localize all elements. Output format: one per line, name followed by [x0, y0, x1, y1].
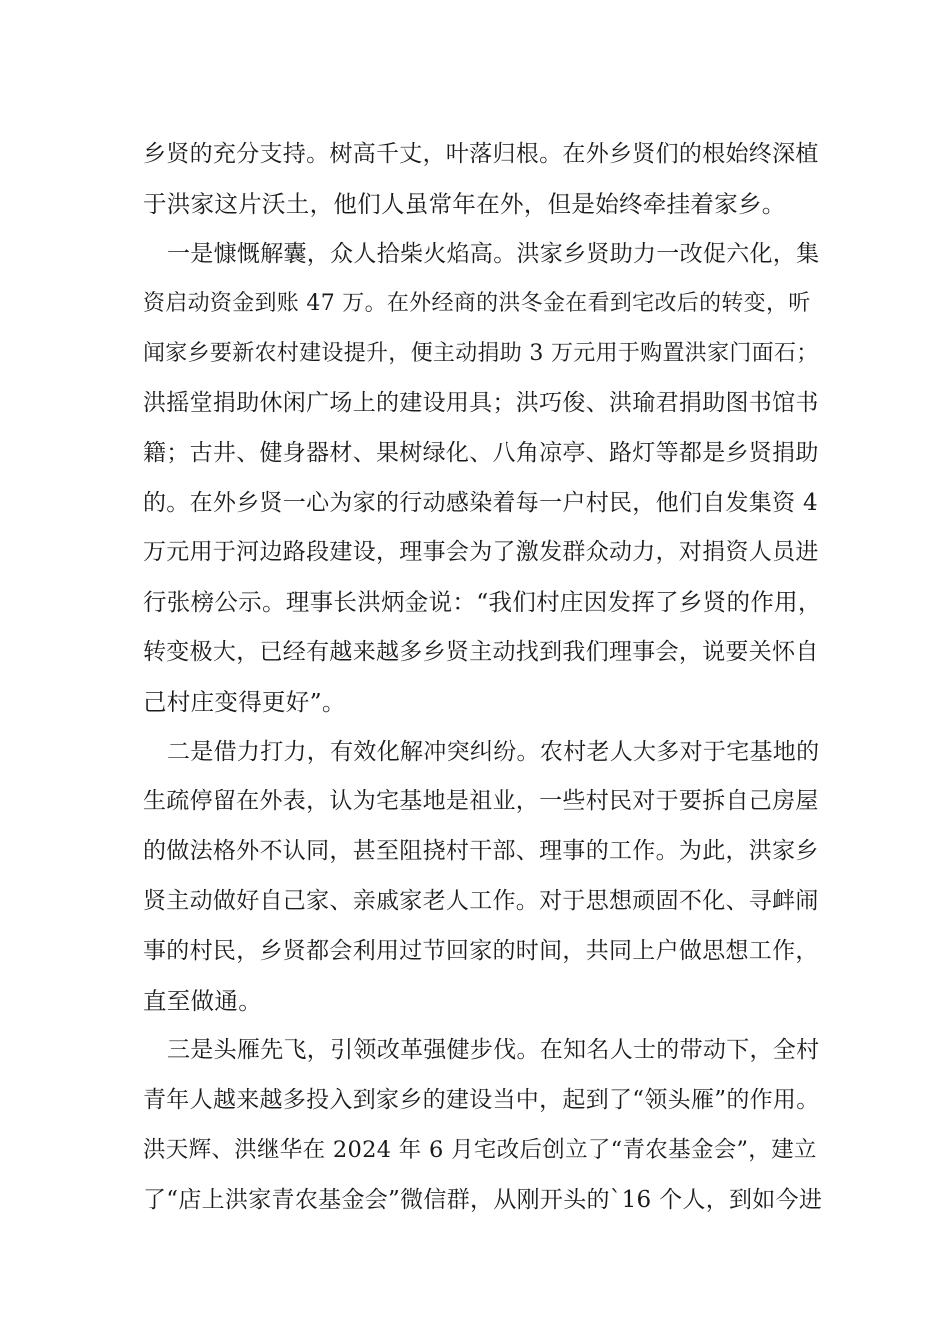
text-line: 洪天辉、洪继华在 2024 年 6 月宅改后创立了“青农基金会”，建立 [143, 1136, 817, 1163]
text-line: 生疏停留在外表，认为宅基地是祖业，一些村民对于要拆自己房屋 [143, 788, 819, 815]
text-line: 了“店上洪家青农基金会”微信群，从刚开头的`16 个人，到如今进 [143, 1186, 823, 1213]
text-line: 的。在外乡贤一心为家的行动感染着每一户村民，他们自发集资 4 [143, 489, 818, 516]
text-line: 行张榜公示。理事长洪炳金说：“我们村庄因发挥了乡贤的作用， [143, 588, 822, 617]
paragraph-first-line: 二是借力打力，有效化解冲突纠纷。农村老人大多对于宅基地的 [167, 738, 820, 765]
text-line: 转变极大，已经有越来越多乡贤主动找到我们理事会，说要关怀自 [143, 638, 819, 665]
document-body [143, 130, 823, 1226]
text-line: 的做法格外不认同，甚至阻挠村干部、理事的工作。为此，洪家乡 [143, 838, 819, 865]
paragraph-first-line: 三是头雁先飞，引领改革强健步伐。在知名人士的带动下，全村 [167, 1037, 820, 1064]
text-line: 洪摇堂捐助休闲广场上的建设用具；洪巧俊、洪瑜君捐助图书馆书 [143, 389, 819, 416]
text-line: 乡贤的充分支持。树高千丈，叶落归根。在外乡贤们的根始终深植 [143, 141, 819, 167]
text-line: 贤主动做好自己家、亲戚家老人工作。对于思想顽固不化、寻衅闹 [143, 887, 819, 914]
text-line: 籍；古井、健身器材、果树绿化、八角凉亭、路灯等都是乡贤捐助 [143, 439, 819, 466]
text-line: 事的村民，乡贤都会利用过节回家的时间，共同上户做思想工作， [143, 937, 819, 964]
text-line: 于洪家这片沃土，他们人虽常年在外，但是始终牵挂着家乡。 [143, 189, 786, 218]
paragraph-first-line: 一是慷慨解囊，众人拾柴火焰高。洪家乡贤助力一改促六化，集 [167, 240, 820, 267]
text-line: 万元用于河边路段建设，理事会为了激发群众动力，对捐资人员进 [143, 539, 819, 566]
paragraph-last-line: 直至做通。 [143, 986, 262, 1015]
text-line: 资启动资金到账 47 万。在外经商的洪冬金在看到宅改后的转变，听 [143, 291, 811, 317]
text-line: 青年人越来越多投入到家乡的建设当中，起到了“领头雁”的作用。 [143, 1087, 820, 1114]
paragraph-last-line: 己村庄变得更好”。 [143, 687, 346, 716]
text-line: 闻家乡要新农村建设提升，便主动捐助 3 万元用于购置洪家门面石； [143, 341, 819, 367]
